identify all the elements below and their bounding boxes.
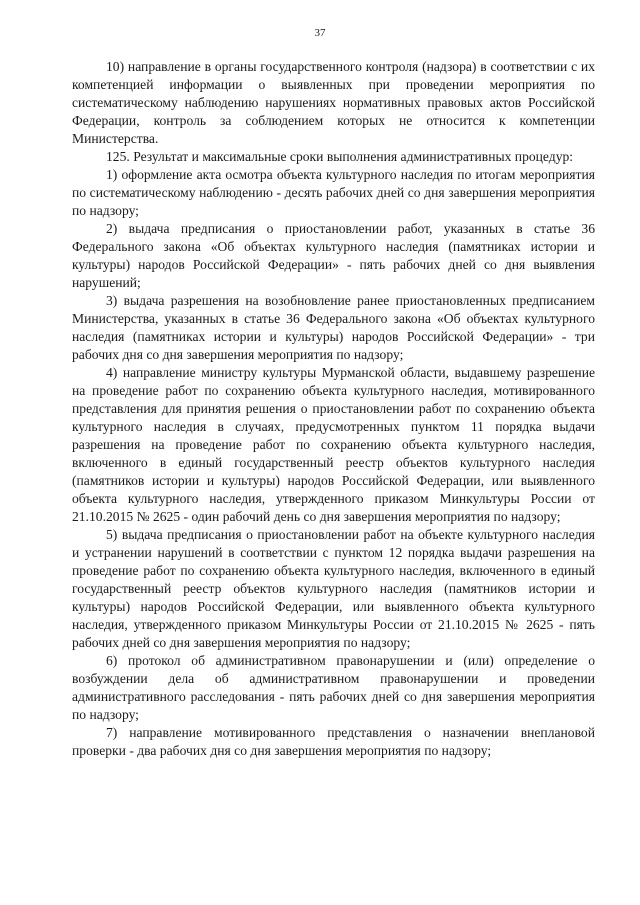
paragraph-item-1: 1) оформление акта осмотра объекта культурного наследия по итогам мероприятия по систематическому наблюдению - десять рабочих дней со дня завершения мероприятия по надзору; [72, 167, 595, 218]
document-body [72, 58, 595, 760]
paragraph-item-4: 4) направление министру культуры Мурманской области, выдавшему разрешение на проведение работ по сохранению объекта культурного наследия, мотивированного представления для принятия решения о приостановлении работ по сохранению объекта культурного наследия в случаях, предусмотренных пунктом 11 порядка выдачи разрешения на проведение работ по сохранению объекта культурного наследия, включенного в единый государственный реестр объектов культурного наследия (памятников истории и культуры) народов Российской Федерации, или выявленного объекта культурного наследия, утвержденного приказом Минкультуры России от 21.10.2015 № 2625 - один рабочий день со дня завершения мероприятия по надзору; [72, 365, 595, 524]
paragraph-item-2: 2) выдача предписания о приостановлении работ, указанных в статье 36 Федерального закона «Об объектах культурного наследия (памятниках истории и культуры) народов Российской Федерации» - пять рабочих дней со дня выявления нарушений; [72, 221, 595, 290]
paragraph-clause-125: 125. Результат и максимальные сроки выполнения административных процедур: [106, 149, 574, 164]
page-number: 37 [314, 27, 326, 39]
paragraph-item-10: 10) направление в органы государственного контроля (надзора) в соответствии с их компетенцией информации о выявленных при проведении мероприятия по систематическому наблюдению нарушениях нормативных правовых актов Российской Федерации, контроль за соблюдением которых не относится к компетенции Министерства. [72, 59, 595, 146]
paragraph-item-3: 3) выдача разрешения на возобновление ранее приостановленных предписанием Министерства, указанных в статье 36 Федерального закона «Об объектах культурного наследия (памятниках истории и культуры) народов Российской Федерации» - три рабочих дня со дня завершения мероприятия по надзору; [72, 293, 595, 362]
paragraph-item-7: 7) направление мотивированного представления о назначении внеплановой проверки - два рабочих дня со дня завершения мероприятия по надзору; [72, 725, 595, 758]
paragraph-item-6: 6) протокол об административном правонарушении и (или) определение о возбуждении дела об административном правонарушении и проведении административного расследования - пять рабочих дней со дня завершения мероприятия по надзору; [72, 653, 595, 722]
paragraph-item-5: 5) выдача предписания о приостановлении работ на объекте культурного наследия и устранении нарушений в соответствии с пунктом 12 порядка выдачи разрешения на проведение работ по сохранению объекта культурного наследия, включенного в единый государственный реестр объектов культурного наследия (памятников истории и культуры) народов Российской Федерации, или выявленного объекта культурного наследия, утвержденного приказом Минкультуры России от 21.10.2015 № 2625 - пять рабочих дней со дня завершения мероприятия по надзору; [72, 527, 595, 650]
